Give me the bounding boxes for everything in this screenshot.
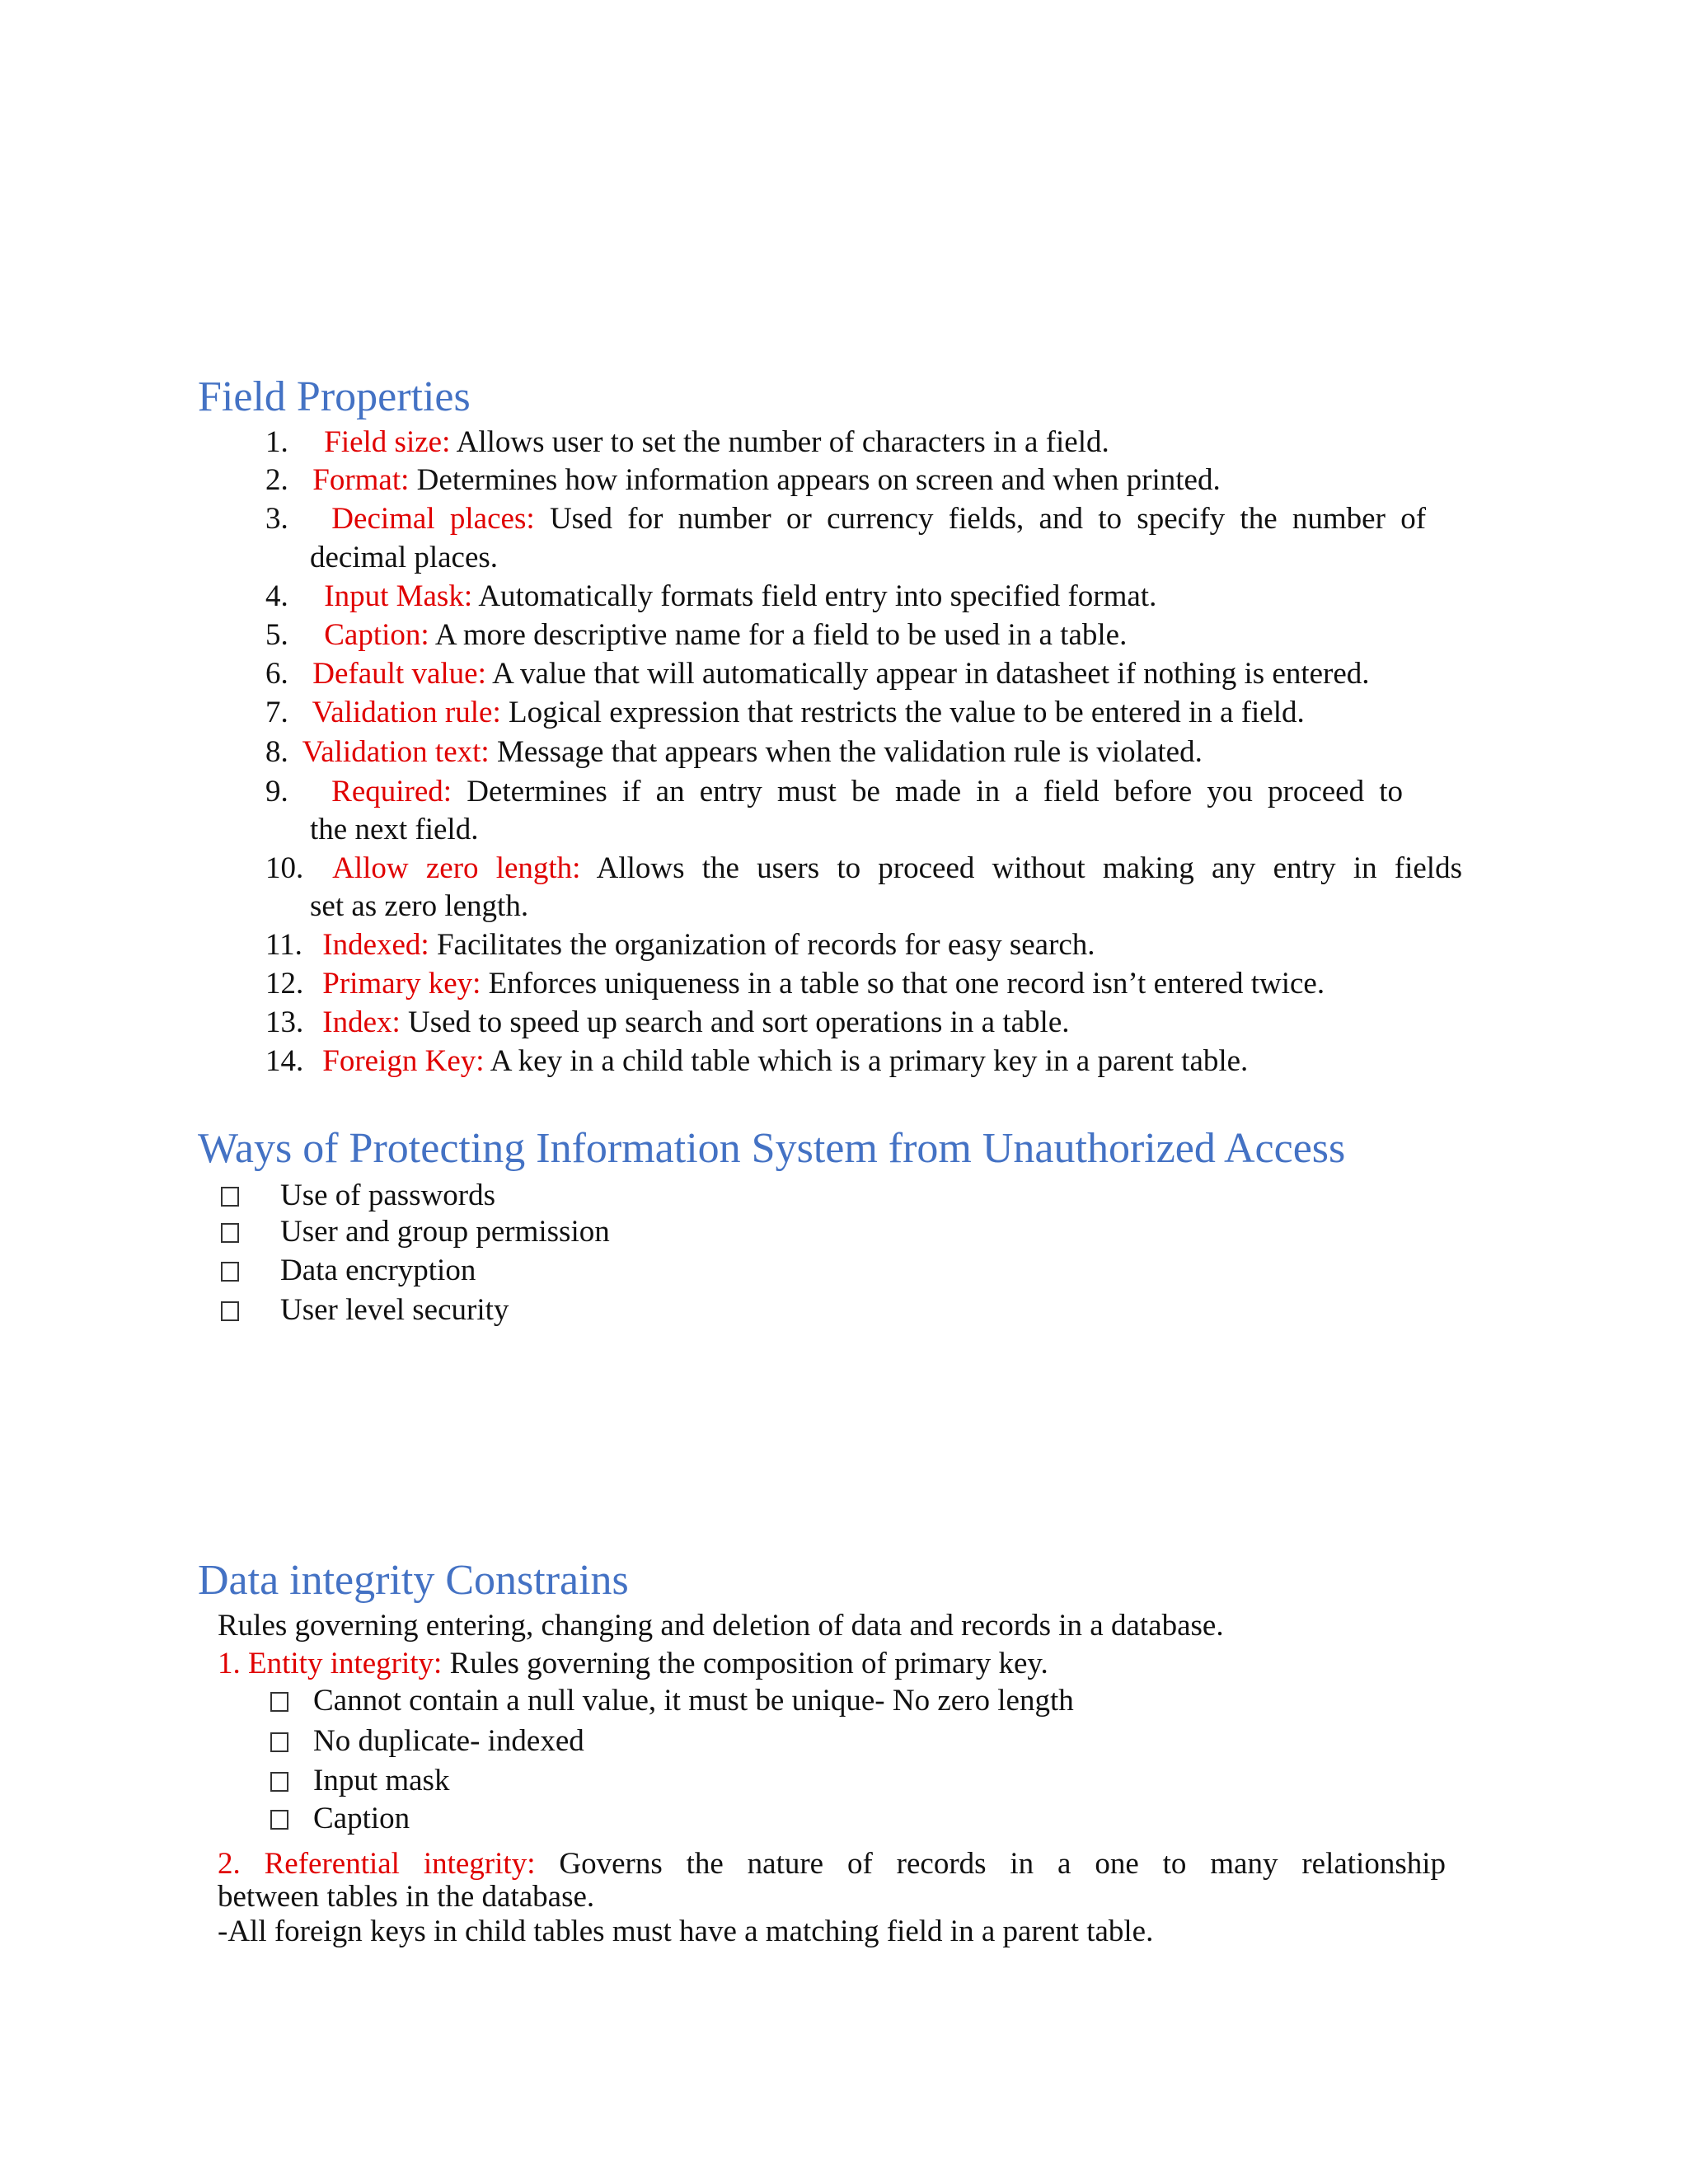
list-item: 8. Validation text: Message that appears when the validation rule is violated. — [265, 735, 1203, 769]
referential-integrity: 2. Referential integrity: Governs the nature of records in a one to many relationship — [218, 1847, 1447, 1881]
integrity-intro: Rules governing entering, changing and deletion of data and records in a database. — [218, 1609, 1224, 1643]
bullet-item: User level security — [221, 1291, 509, 1329]
list-item: 2. Format: Determines how information appears on screen and when printed. — [265, 463, 1221, 497]
heading-data-integrity: Data integrity Constrains — [198, 1557, 629, 1604]
bullet-item: Cannot contain a null value, it must be unique- No zero length — [270, 1682, 1074, 1720]
checkbox-bullet-icon — [270, 1810, 288, 1830]
list-item: 13. Index: Used to speed up search and sort operations in a table. — [265, 1005, 1070, 1039]
list-item-continuation: set as zero length. — [310, 889, 529, 923]
checkbox-bullet-icon — [221, 1187, 239, 1207]
list-item: 12. Primary key: Enforces uniqueness in a table so that one record isn’t entered twice. — [265, 967, 1325, 1001]
list-item: 10. Allow zero length: Allows the users to proceed without making any entry in fields — [265, 851, 1462, 885]
bullet-item: Input mask — [270, 1762, 449, 1800]
list-item: 11. Indexed: Facilitates the organization of records for easy search. — [265, 928, 1095, 962]
list-item: 5. Caption: A more descriptive name for a field to be used in a table. — [265, 618, 1128, 652]
referential-note: -All foreign keys in child tables must have a matching field in a parent table. — [218, 1915, 1154, 1948]
checkbox-bullet-icon — [270, 1772, 288, 1792]
list-item: 9. Required: Determines if an entry must be made in a field before you proceed to — [265, 775, 1404, 808]
checkbox-bullet-icon — [221, 1223, 239, 1243]
heading-field-properties: Field Properties — [198, 373, 471, 420]
list-item-continuation: decimal places. — [310, 541, 499, 574]
bullet-item: User and group permission — [221, 1213, 610, 1251]
bullet-item: Caption — [270, 1800, 410, 1838]
entity-integrity: 1. Entity integrity: Rules governing the composition of primary key. — [218, 1647, 1048, 1680]
checkbox-bullet-icon — [270, 1692, 288, 1712]
bullet-item: No duplicate- indexed — [270, 1722, 584, 1760]
heading-protection: Ways of Protecting Information System from Unauthorized Access — [198, 1125, 1346, 1172]
checkbox-bullet-icon — [221, 1262, 239, 1282]
list-item: 3. Decimal places: Used for number or currency fields, and to specify the number of — [265, 502, 1427, 536]
list-item-continuation: the next field. — [310, 813, 479, 846]
checkbox-bullet-icon — [270, 1732, 288, 1752]
bullet-item: Use of passwords — [221, 1177, 495, 1215]
bullet-item: Data encryption — [221, 1252, 476, 1290]
list-item: 4. Input Mask: Automatically formats field entry into specified format. — [265, 579, 1157, 613]
referential-integrity-continuation: between tables in the database. — [218, 1880, 595, 1914]
list-item: 6. Default value: A value that will automatically appear in datasheet if nothing is entered. — [265, 657, 1370, 691]
list-item: 14. Foreign Key: A key in a child table which is a primary key in a parent table. — [265, 1044, 1249, 1078]
checkbox-bullet-icon — [221, 1301, 239, 1321]
list-item: 1. Field size: Allows user to set the number of characters in a field. — [265, 425, 1109, 459]
list-item: 7. Validation rule: Logical expression that restricts the value to be entered in a field. — [265, 696, 1305, 729]
